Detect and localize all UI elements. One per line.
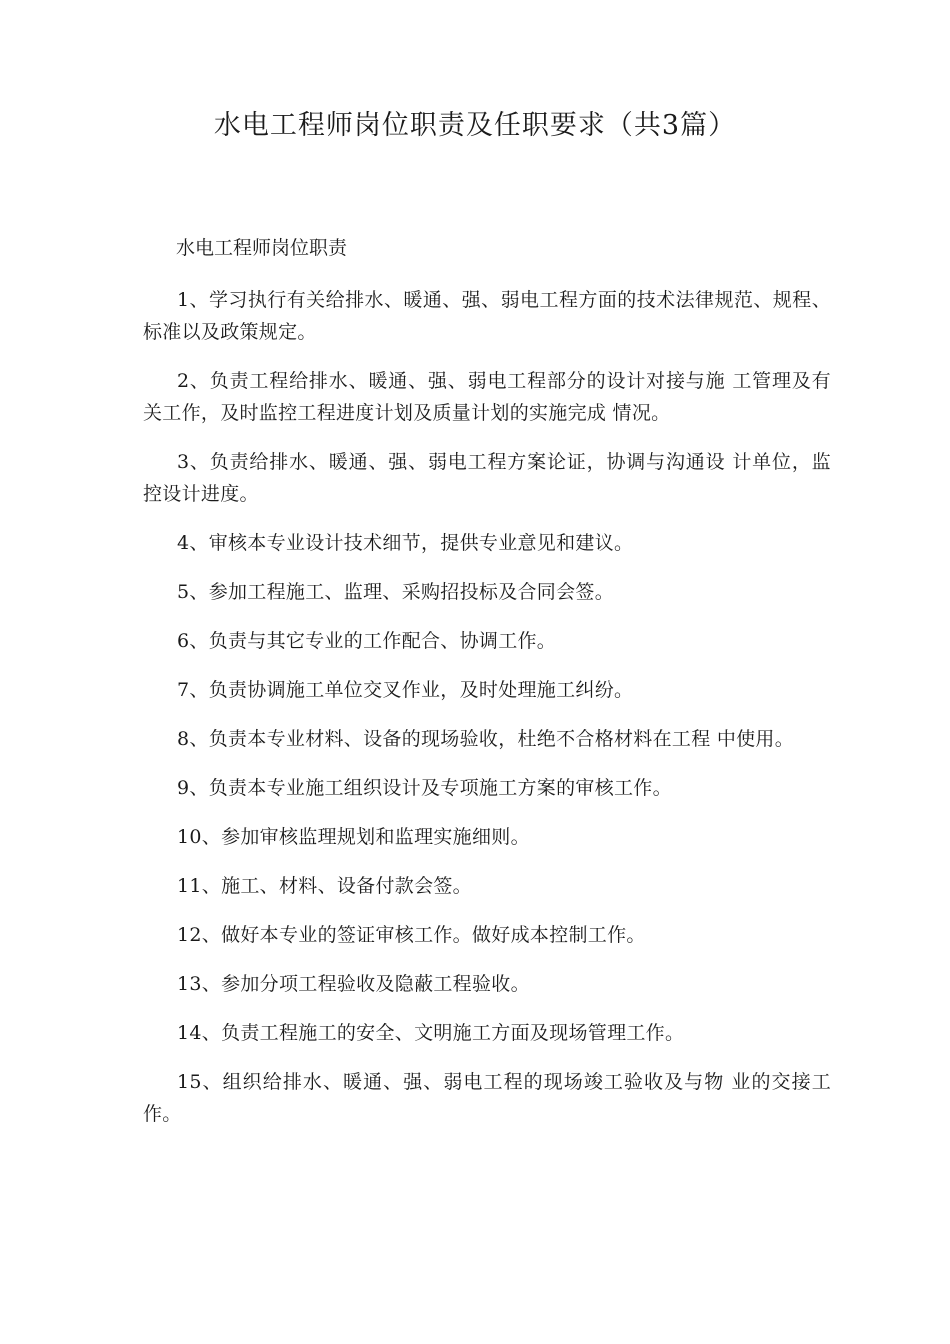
section-heading: 水电工程师岗位职责 (176, 237, 348, 259)
document-title: 水电工程师岗位职责及任职要求（共3篇） (213, 110, 737, 141)
duty-item-9: 9、负责本专业施工组织设计及专项施工方案的审核工作。 (177, 777, 672, 799)
duty-item-15: 15、组织给排水、暖通、强、弱电工程的现场竣工验收及与物 业的交接工作。 (143, 1071, 831, 1125)
duty-list (143, 284, 831, 1147)
duty-item-13: 13、参加分项工程验收及隐蔽工程验收。 (177, 973, 530, 995)
duty-item-6: 6、负责与其它专业的工作配合、协调工作。 (177, 630, 557, 652)
duty-item-1: 1、学习执行有关给排水、暖通、强、弱电工程方面的技术法律规范、规程、标准以及政策规定。 (143, 289, 831, 343)
duty-item-8: 8、负责本专业材料、设备的现场验收，杜绝不合格材料在工程 中使用。 (177, 728, 795, 750)
duty-item-5: 5、参加工程施工、监理、采购招投标及合同会签。 (177, 581, 614, 603)
duty-item-2: 2、负责工程给排水、暖通、强、弱电工程部分的设计对接与施 工管理及有关工作，及时监控工程进度计划及质量计划的实施完成 情况。 (143, 370, 831, 424)
duty-item-11: 11、施工、材料、设备付款会签。 (177, 875, 472, 897)
duty-item-7: 7、负责协调施工单位交叉作业，及时处理施工纠纷。 (177, 679, 634, 701)
duty-item-4: 4、审核本专业设计技术细节，提供专业意见和建议。 (177, 532, 634, 554)
duty-item-10: 10、参加审核监理规划和监理实施细则。 (177, 826, 530, 848)
duty-item-12: 12、做好本专业的签证审核工作。做好成本控制工作。 (177, 924, 646, 946)
duty-item-3: 3、负责给排水、暖通、强、弱电工程方案论证，协调与沟通设 计单位，监控设计进度。 (143, 451, 831, 505)
duty-item-14: 14、负责工程施工的安全、文明施工方面及现场管理工作。 (177, 1022, 685, 1044)
